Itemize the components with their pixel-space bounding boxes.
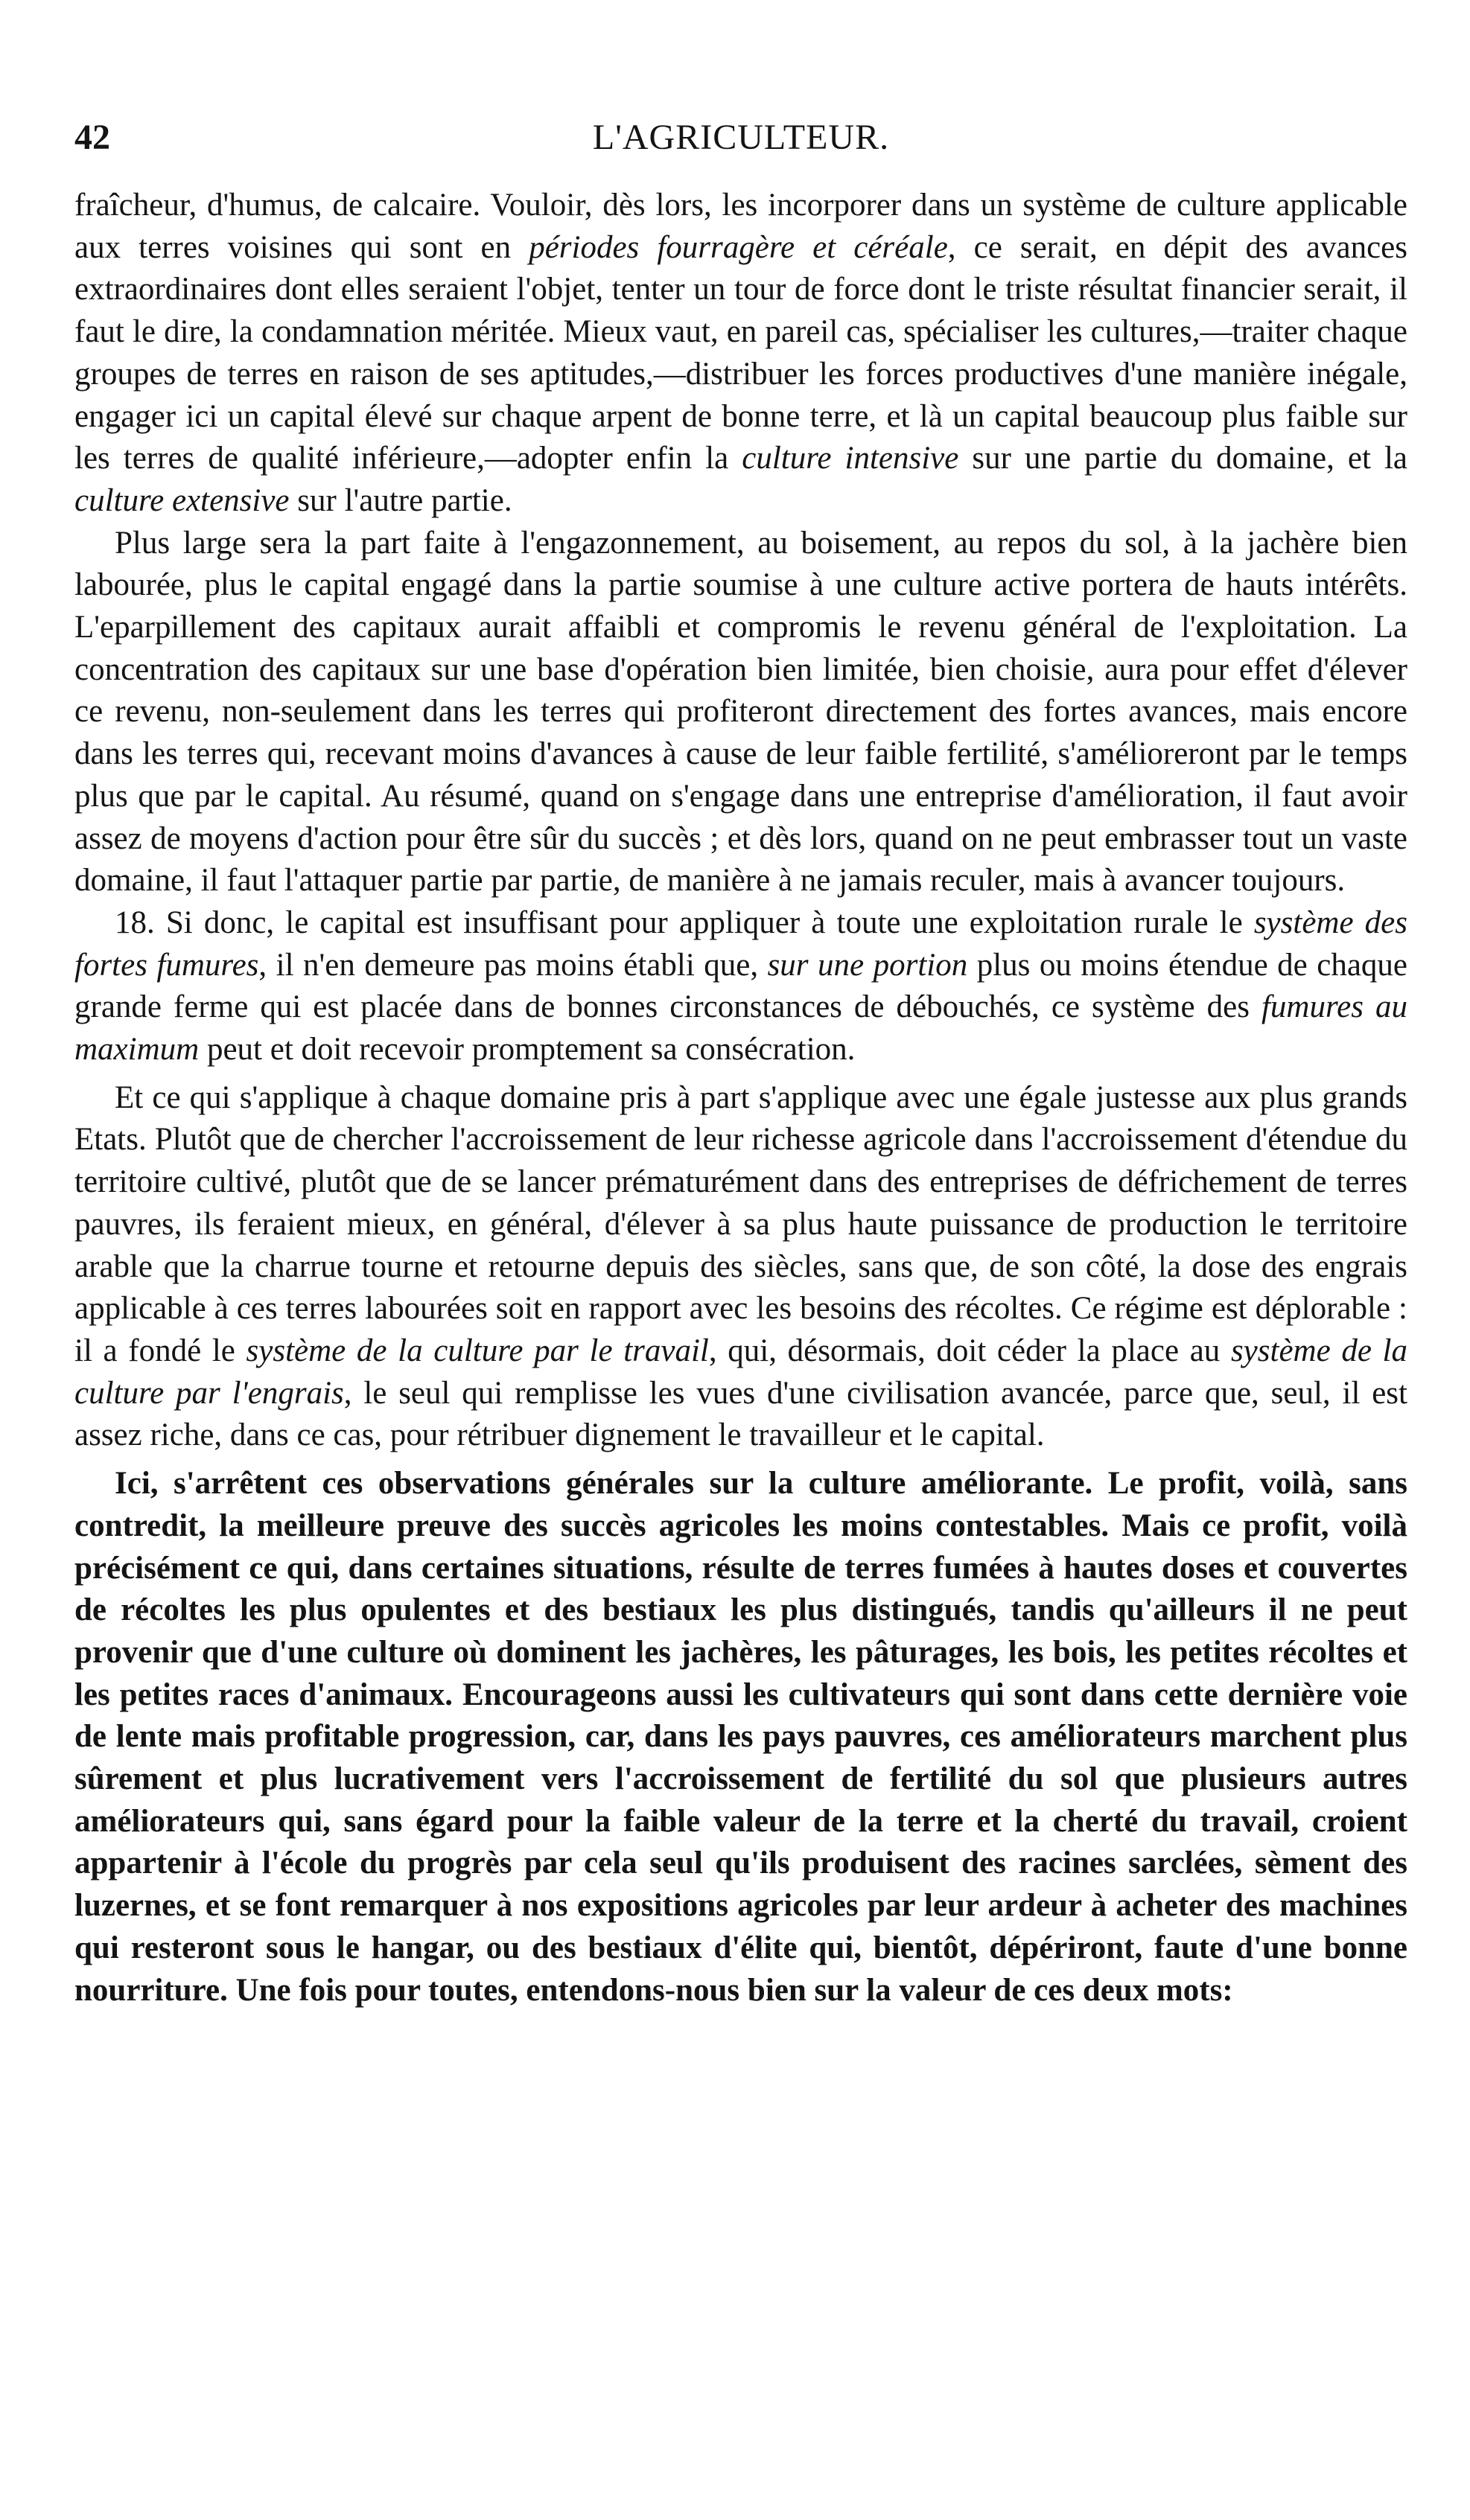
paragraph-conclusion	[74, 1463, 1407, 2012]
body-text	[74, 185, 1407, 2012]
page-number: 42	[74, 118, 110, 157]
text-run: , il n'en demeure pas moins établi que,	[258, 947, 768, 983]
italic-run: culture intensive	[742, 441, 959, 476]
italic-run: système des fortes fumures	[74, 905, 1407, 983]
text-run: fraîcheur, d'humus, de calcaire. Vouloir, dès lors, les incorporer dans un système de culture applicable aux terres voisines qui sont en	[74, 188, 1407, 265]
paragraph-continuation	[74, 185, 1407, 523]
italic-run: système de la culture par l'engrais	[74, 1333, 1408, 1411]
italic-run: culture extensive	[74, 482, 290, 518]
text-run: peut et doit recevoir promptement sa consécration.	[199, 1032, 856, 1068]
text-run: Plus large sera la part faite à l'engazonnement, au boisement, au repos du sol, à la jachère bien labourée, plus le capital engagé dans la partie soumise à une culture active portera de hauts intérêts. L'eparpillement des capitaux aurait affaibli et compromis le revenu général de l'exploitation. La concentration des capitaux sur une base d'opération bien limitée, bien choisie, aura pour effet d'élever ce revenu, non-seulement dans les terres qui profiteront directement des fortes avances, mais encore dans les terres qui, recevant moins d'avances à cause de leur faible fertilité, s'amélioreront par le temps plus que par le capital. Au résumé, quand on s'engage dans une entreprise d'amélioration, il faut avoir assez de moyens d'action pour être sûr du succès ; et dès lors, quand on ne peut embrasser tout un vaste domaine, il faut l'attaquer partie par partie, de manière à ne jamais reculer, mais à avancer toujours.	[74, 525, 1407, 899]
running-head	[74, 112, 1407, 164]
running-title: L'AGRICULTEUR.	[592, 118, 890, 157]
paragraph-states	[74, 1077, 1407, 1457]
paragraph-section-18	[74, 902, 1407, 1071]
italic-run: périodes fourragère et céréale	[529, 229, 948, 265]
text-run: sur une partie du domaine, et la	[958, 441, 1407, 476]
text-run: sur l'autre partie.	[289, 482, 512, 518]
text-run: , qui, désormais, doit céder la place au	[708, 1333, 1231, 1368]
text-run: , le seul qui remplisse les vues d'une civilisation avancée, parce que, seul, il est assez riche, dans ce cas, pour rétribuer dignement le travailleur et le capital.	[74, 1375, 1407, 1453]
text-run: Ici, s'arrêtent ces observations générales sur la culture améliorante. Le profit, voilà, sans contredit, la meilleure preuve des succès agricoles les moins contestables. Mais ce profit, voilà précisément ce qui, dans certaines situations, résulte de terres fumées à hautes doses et couvertes de récoltes les plus opulentes et des bestiaux les plus distingués, tandis qu'ailleurs il ne peut provenir que d'une culture où dominent les jachères, les pâturages, les bois, les petites récoltes et les petites races d'animaux. Encourageons aussi les cultivateurs qui sont dans cette dernière voie de lente mais profitable progression, car, dans les pays pauvres, ces améliorateurs marchent plus sûrement et plus lucrativement vers l'accroissement de fertilité du sol que plusieurs autres améliorateurs qui, sans égard pour la faible valeur de la terre et la cherté du travail, croient appartenir à l'école du progrès par cela seul qu'ils produisent des racines sarclées, sèment des luzernes, et se font remarquer à nos expositions agricoles par leur ardeur à acheter des machines qui resteront sous le hangar, ou des bestiaux d'élite qui, bientôt, dépériront, faute d'une bonne nourriture. Une fois pour toutes, entendons-nous bien sur la valeur de ces deux mots:	[74, 1466, 1407, 2008]
text-run: plus ou moins étendue de chaque grande ferme qui est placée dans de bonnes circonstances de débouchés, ce système des	[74, 947, 1407, 1025]
italic-run: système de la culture par le travail	[246, 1333, 709, 1368]
book-page	[74, 112, 1407, 2464]
text-run: 18. Si donc, le capital est insuffisant pour appliquer à toute une exploitation rurale le	[115, 905, 1254, 940]
italic-run: fumures au maximum	[74, 989, 1407, 1068]
text-run: Et ce qui s'applique à chaque domaine pris à part s'applique avec une égale justesse aux plus grands Etats. Plutôt que de chercher l'accroissement de leur richesse agricole dans l'accroissement d'étendue du territoire cultivé, plutôt que de se lancer prématurément dans des entreprises de défrichement de terres pauvres, ils feraient mieux, en général, d'élever à sa plus haute puissance de production le territoire arable que la charrue tourne et retourne depuis des siècles, sans que, de son côté, la dose des engrais applicable à ces terres labourées soit en rapport avec les besoins des récoltes. Ce régime est déplorable : il a fondé le	[74, 1079, 1407, 1368]
italic-run: sur une portion	[767, 947, 968, 983]
paragraph-capital-concentration	[74, 523, 1407, 902]
text-run: , ce serait, en dépit des avances extraordinaires dont elles seraient l'objet, tenter un tour de force dont le triste résultat financier serait, il faut le dire, la condamnation méritée. Mieux vaut, en pareil cas, spécialiser les cultures,—traiter chaque groupes de terres en raison de ses aptitudes,—distribuer les forces productives d'une manière inégale, engager ici un capital élevé sur chaque arpent de bonne terre, et là un capital beaucoup plus faible sur les terres de qualité inférieure,—adopter enfin la	[74, 229, 1407, 476]
